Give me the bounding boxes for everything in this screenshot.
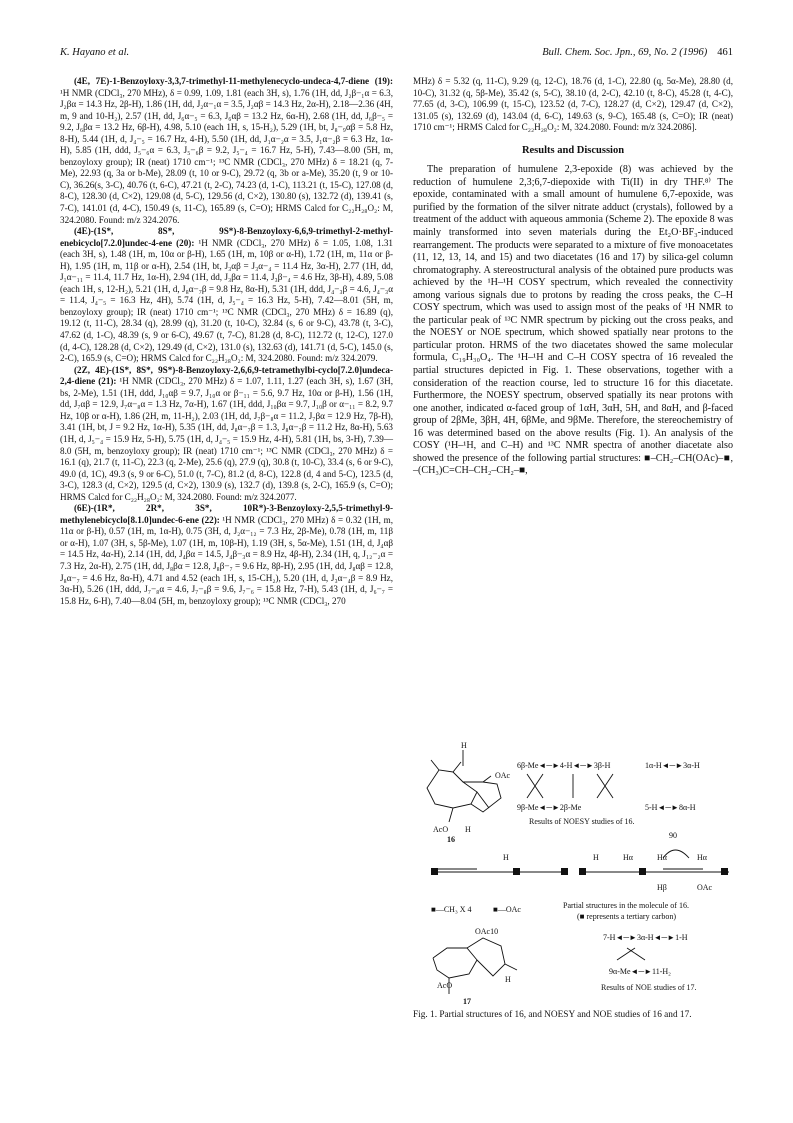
structure-17-right-ring [467,938,505,976]
noe-17-row2: 9α-Me◄─►11-H₂ [609,967,671,976]
tertiary-carbon-marker [721,868,728,875]
label-h-16-top: H [461,741,467,750]
page-number: 461 [717,47,733,58]
noe-17-arrow-2 [627,948,645,960]
figure-caption [413,1010,733,1022]
label-h-17: H [505,975,511,984]
label-oac10-17: OAc10 [475,927,499,936]
structure-16-bond [477,792,489,808]
label-17: 17 [463,997,471,1006]
label-aco-16: AcO [433,825,449,834]
tertiary-carbon-marker [431,868,438,875]
noe-17-title: Results of NOE studies of 17. [601,983,697,992]
compound-20-paragraph [60,226,393,365]
header-authors: K. Hayano et al. [60,47,130,58]
noesy-16-row2a: 9β-Me◄─►2β-Me [517,803,582,812]
compound-22-continued: MHz) δ = 5.32 (q, 11-C), 9.29 (q, 12-C), 18.76 (d, 1-C), 22.80 (q, 5α-Me), 28.80 (d, 10-C), 31.32 (q, 5β-Me), 35.42 (s, 5-C), 38.10 (d, 2-C), 42.10 (t, 8-C), 45.28 (t, 4-C), 77.65 (d, 3-C), 106.99 (t, 15-C), 123.52 (d, 7-C), 128.27 (d, C×2), 129.47 (d, C×2), 131.05 (s), 132.69 (d), 143.04 (d, 6-C), 149.63 (s, 9-C), 165.48 (s, C=O); IR (neat) 1710 cm⁻¹; HRMS Calcd for C₂₂H₂₈O₂: M, 324.2080. Found: m/z 324.2086]. [413,76,733,133]
running-header [60,47,733,63]
label-16: 16 [447,835,455,844]
noe-17-row1: 7-H◄─►3α-H◄─►1-H [603,933,688,942]
compound-20-name: (4E)-(1S*, 8S*, 9S*)-8-Benzoyloxy-6,6,9-trimethyl-2-methyl-enebicyclo[7.2.0]undec-4-ene (20): [60,226,393,248]
left-column [60,76,393,607]
partial-note: (■ represents a tertiary carbon) [577,912,677,921]
caption-label: Fig. 1. [413,1010,438,1020]
label-h-partial-1: H [503,853,509,862]
structure-16-bridge [453,772,491,782]
label-h-partial-2: H [593,853,599,862]
section-title: Results and Discussion [521,144,625,156]
label-halpha-partial-3: Hα [697,853,707,862]
header-journal-name: Bull. Chem. Soc. Jpn., 69, No. 2 (1996) [542,47,708,58]
noesy-16-row2b: 5-H◄─►8α-H [645,803,696,812]
compound-22-name: (6E)-(1R*, 2R*, 3S*, 10R*)-3-Benzoyloxy-2,5,5-trimethyl-9-methylenebicyclo[8.1.0]undec-6-ene (22): [60,503,393,525]
noesy-16-row1: 6β-Me◄─►4-H◄─►3β-H [517,761,611,770]
structure-17-methyl-bond [505,964,517,970]
compound-22-paragraph [60,503,393,607]
structure-16-right-ring [471,782,501,812]
tertiary-carbon-marker [579,868,586,875]
tertiary-carbon-marker [639,868,646,875]
compound-19-paragraph [60,76,393,226]
tertiary-carbon-marker [561,868,568,875]
compound-20-data: ¹H NMR (CDCl₃, 270 MHz) δ = 1.05, 1.08, 1.31 (each 3H, s), 1.48 (1H, m, 10α or β-H), 1.65 (1H, m, 10β or α-H), 1.72 (1H, m, 11α or β-H), 1.95 (1H, m, 11β or α-H), 2.54 (1H, bt, J₃αβ = J₃α−₄ = 11.4 Hz, 3α-H), 2.77 (1H, dd, J₁α−₁₁ = 11.4, 11.7 Hz, 1α-H), 2.94 (1H, dd, J₃βα = 11.4, J₃β−₄ = 4.6 Hz, 3β-H), 4.89, 5.08 (each 1H, s, 12-H₂), 5.21 (1H, d, J₈α−₇β = 9.8 Hz, 8α-H), 5.31 (1H, ddd, J₄−₃β = 4.6, J₄−₃α = 11.4, J₄−₅ = 16.3 Hz, 4H), 5.74 (1H, d, J₅−₄ = 16.3 Hz, 5-H), 7.42—8.01 (5H, m, benzoyloxy group); IR (neat) 1710 cm⁻¹; ¹³C NMR (CDCl₃, 270 MHz) δ = 16.89 (q), 19.12 (t, 11-C), 28.34 (q), 28.99 (q), 31.20 (t, 10-C), 32.84 (s, 6 or 9-C), 43.78 (t, 3-C), 47.62 (d, 1-C), 48.39 (s, 9 or 6-C), 49.67 (t, 7-C), 81.28 (d, 8-C), 112.72 (t, 12-C), 127.0 (d, 4-C), 128.28 (d, C×2), 129.49 (d, C×2), 131.0 (s), 132.63 (d), 141.71 (d, 5-C), 145.0 (s, 2-C), 165.9 (s, C=O); HRMS Calcd for C₂₂H₂₈O₂: M, 324.2080. Found: m/z 324.2079. [60,237,393,364]
compound-21-paragraph [60,365,393,504]
ninety-label: 90 [669,831,677,840]
label-oac-16: OAc [495,771,511,780]
label-oac-partial: OAc [697,883,713,892]
label-ch3x4: ■—CH₃ X 4 [431,905,472,914]
right-column [413,76,733,478]
noesy-16-title: Results of NOESY studies of 16. [529,817,635,826]
compound-21-data: ¹H NMR (CDCl₃, 270 MHz) δ = 1.07, 1.11, 1.27 (each 3H, s), 1.67 (3H, bs, 2-Me), 1.51 (1H, ddd, J₁₀αβ = 9.7, J₁₀α or β−₁₁ = 5.6, 9.7 Hz, 10α or β-H), 1.56 (1H, dd, J₇αβ = 12.9, J₇α−₈α = 1.3 Hz, 7α-H), 1.67 (1H, ddd, J₁₀βα = 9.7, J₁₀β or α−₁₁ = 8.2, 9.7 Hz, 10β or α-H), 1.86 (2H, m, 11-H₂), 2.03 (1H, dd, J₇β−₈α = 11.2, J₇βα = 12.9 Hz, 7β-H), 3.41 (1H, bt, J = 9.2 Hz, 1α-H), 5.35 (1H, dd, J₈α−₇β = 1.3, J₈α−₇β = 11.2 Hz, 8α-H), 5.63 (1H, d, J₅−₄ = 15.9 Hz, 5-H), 5.75 (1H, d, J₄−₅ = 15.9 Hz, 4-H), 5.81 (1H, bs, 3-H), 7.39—8.0 (5H, m, benzoyloxy group); IR (neat) 1710 cm⁻¹; ¹³C NMR (CDCl₃, 270 MHz) δ = 16.1 (q), 21.7 (t, 11-C), 22.3 (q, 2-Me), 25.6 (q), 27.9 (q), 30.8 (t, 10-C), 33.4 (s, 6 or 9-C), 49.0 (d, 1C), 49.3 (s, 9 or 6-C), 51.0 (t, 7-C), 81.2 (d, 8-C), 122.8 (d, 4 and 5-C), 123.5 (d, 3-C), 128.3 (d, C×2), 129.5 (d, C×2), 130.9 (s), 132.7 (d), 139.8 (s, 2-C), 165.9 (s, C=O); HRMS Calcd for C₂₂H₂₈O₂: M, 324.2080. Found: m/z 324.2077. [60,376,393,502]
tertiary-carbon-marker [513,868,520,875]
header-journal [542,47,733,58]
label-halpha-partial: Hα [623,853,633,862]
compound-22-data: ¹H NMR (CDCl₃, 270 MHz) δ = 0.32 (1H, m, 11α or β-H), 0.57 (1H, m, 1α-H), 0.75 (3H, d, J₂α−₁₂ = 7.3 Hz, 2β-Me), 0.78 (1H, m, 11β or α-H), 1.07 (3H, s, 5β-Me), 1.07 (1H, m, 10β-H), 1.19 (3H, s, 5α-Me), 1.51 (1H, d, J₄αβ = 14.5 Hz, 4α-H), 2.14 (1H, dd, J₄βα = 14.5, J₄β−₃α = 8.9 Hz, 4β-H), 2.34 (1H, q, J₁₂−₂α = 7.3 Hz, 2α-H), 2.75 (1H, dd, J₈βα = 12.8, J₈β−₇ = 9.6 Hz, 8β-H), 2.95 (1H, dd, J₈αβ = 12.8, J₈α−₇ = 4.6 Hz, 8α-H), 4.71 and 4.52 (each 1H, s, 15-CH₂), 5.20 (1H, d, J₃α−₄β = 8.9 Hz, 3α-H), 5.26 (1H, ddd, J₇−₈α = 4.6, J₇−₈β = 9.6, J₇−₆ = 15.8 Hz, 7-H), 5.43 (1H, d, J₆−₇ = 15.8 Hz, 6-H), 7.40—8.04 (5H, m, benzoyloxy group); ¹³C NMR (CDCl₃, 270 [60,514,393,606]
compound-21-name: (2Z, 4E)-(1S*, 8S*, 9S*)-8-Benzoyloxy-2,6,6,9-tetramethylbi-cyclo[7.2.0]undeca-2,4-diene (21): [60,364,393,387]
label-h-16-bottom: H [465,825,471,834]
noesy-16-row1b: 1α-H◄─►3α-H [645,761,700,770]
discussion-paragraph: The preparation of humulene 2,3-epoxide (8) was achieved by the reduction of humulene 2,3;6,7-diepoxide with Ti(II) in dry THF.⁸⁾ The epoxide, contaminated with a small amount of humulene 6,7-epoxide, was purified by the formation of the silver nitrate adduct (crystals), followed by a treatment of the adduct with aqueous ammonia (Scheme 2). The epoxide 8 was mainly transformed into seven materials during the Et₂O·BF₃-induced rearrangement. The products were separated to a mixture of five monoacetates (11, 12, 13, 14, and 15) and two diacetates (16 and 17) by silica-gel column chromatography. A stereostructural analysis of the obtained pure products was achieved by the ¹H–¹H COSY spectrum, which revealed the connectivity among various signals due to protons by reading the cross peaks, the C–H COSY spectrum, which was used to assign most of the peaks of ¹H NMR to the particular peak of ¹³C NMR spectrum by picking out the cross peaks, and the NOESY or NOE spectrum, which showed spatially near protons to the particular proton. HRMS of the two diacetates showed the same molecular formula, C₁₉H₃₀O₄. The ¹H–¹H and C–H COSY spectra of 16 revealed the partial structures depicted in Fig. 1. These observations, together with a consideration of the reaction course, led to structure 16 for this diacetate. Furthermore, the NOESY spectrum, observed spatially its near protons with one another, indicated α-faced group of 1αH, 3αH, 5H, and 8αH, and β-faced group of 2βMe, 3βH, 4H, 6βMe, and 9βMe. Therefore, the stereochemistry of 16 was determined based on the above results (Fig. 1). An analysis of the COSY (¹H–¹H, and C–H) and ¹³C NMR spectra of another diacetate also showed the presence of the following partial structures: ■–CH₂–CH(OAc)–■, –(CH₃)C=CH–CH₂–CH₂–■, [413,164,733,477]
compound-19-data: ¹H NMR (CDCl₃, 270 MHz), δ = 0.99, 1.09, 1.81 (each 3H, s), 1.76 (1H, dd, J₂β−₁α = 6.3, J₂βα = 14.3 Hz, 2β-H), 1.86 (1H, dd, J₂α−₁α = 3.5, J₂αβ = 14.3 Hz, 2α-H), 2.18—2.36 (4H, m, 9 and 10-H₂), 2.57 (1H, dd, J₆α−₅ = 6.3, J₆αβ = 13.2 Hz, 6α-H), 2.68 (1H, dd, J₆β−₅ = 9.2, J₆βα = 13.2 Hz, 6β-H), 4.98, 5.10 (each 1H, s, 15-H₂), 5.29 (1H, bt, J₈−₉αβ = 5.8 Hz, 8-H), 5.44 (1H, d, J₄−₅ = 16.7 Hz, 4-H), 5.50 (1H, dd, J₁α−₂α = 3.5, J₁α−₂β = 6.3 Hz, 1α-H), 5.85 (1H, ddd, J₅−₆α = 6.3, J₅−₆β = 9.2, J₅−₄ = 16.7 Hz, 5-H), 7.43—8.00 (5H, m, benzoyloxy group); IR (neat) 1710 cm⁻¹; ¹³C NMR (CDCl₃, 270 MHz) δ = 18.21 (q, 7-Me), 22.93 (q, 3a or b-Me), 28.09 (t, 10 or 9-C), 29.72 (q, 3b or a-Me), 35.20 (t, 9 or 10-C), 36.26(s, 3-C), 40.76 (t, 6-C), 47.21 (t, 2-C), 74.23 (d, 1-C), 113.21 (t, 15-C), 127.08 (d, 8-C), 128.30 (d, C×2), 129.08 (d, 5-C), 129.56 (d, C×2), 130.80 (s), 132.72 (d), 139.41 (s, 7-C), 141.01 (d, 4-C), 150.49 (s, 11-C), 165.89 (s, C=O); HRMS Calcd for C₂₂H₂₈O₂: M, 324.2080. Found: m/z 324.2076. [60,87,393,225]
figure-1-drawing [413,738,733,1008]
label-aco-17: AcO [437,981,453,990]
caption-text: Partial structures of 16, and NOESY and NOE studies of 16 and 17. [439,1010,692,1020]
compound-19-name: (4E, 7E)-1-Benzoyloxy-3,3,7-trimethyl-11-methylenecyclo-undeca-4,7-diene (19): [74,76,393,86]
noe-17-arrow-1 [617,948,635,960]
partial-title: Partial structures in the molecule of 16. [563,901,689,910]
structure-16-ring [427,770,477,808]
label-hbeta-partial: Hβ [657,883,667,892]
label-oac-marker: ■—OAc [493,905,521,914]
label-halpha-partial-2: Hα [657,853,667,862]
structure-16-aco-bond [449,808,453,822]
structure-17-ring [433,948,477,978]
structure-16-top-ring [431,760,461,772]
